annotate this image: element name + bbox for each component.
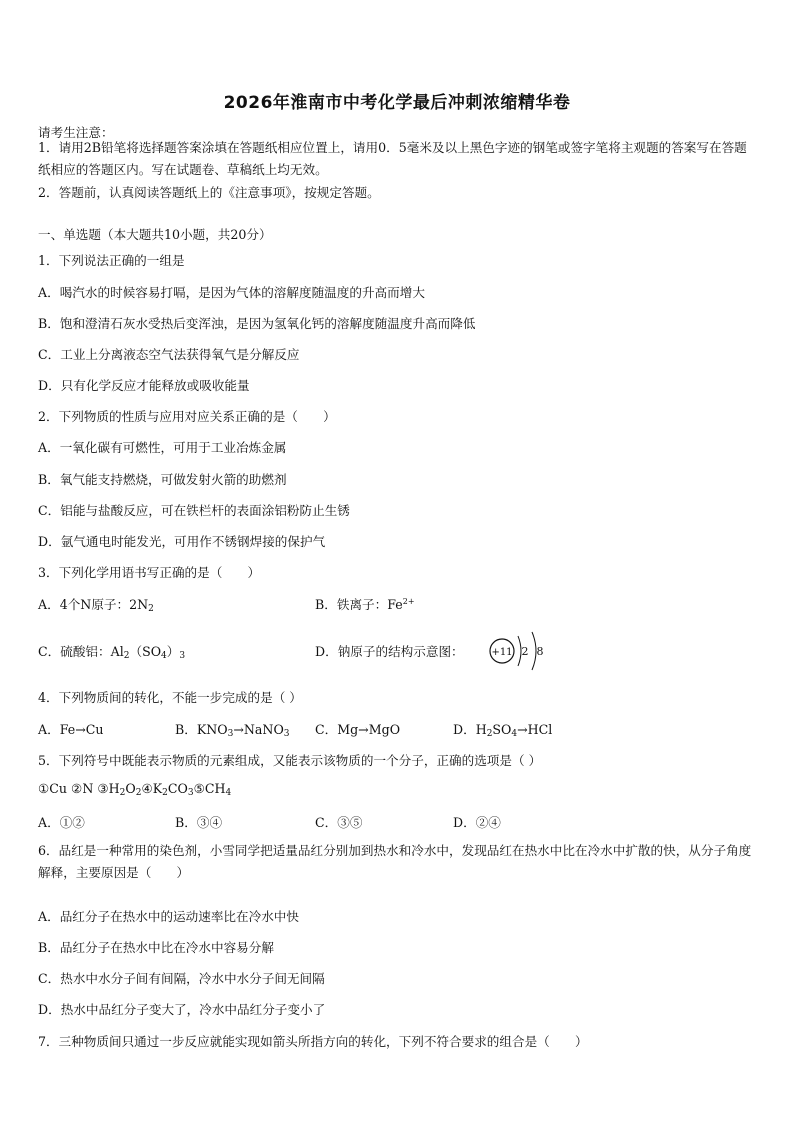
page-title: 2026年淮南市中考化学最后冲刺浓缩精华卷: [223, 93, 571, 113]
nucleus-charge: +11: [491, 647, 513, 658]
q1-option-c: C．工业上分离液态空气法获得氧气是分解反应: [38, 347, 300, 362]
shell-2-electrons: 8: [536, 645, 544, 658]
q3-option-b: B．铁离子：$Fe^{2+}$: [315, 597, 415, 612]
section-heading: 一、单选题（本大题共10小题，共20分）: [38, 227, 272, 242]
q1-option-d: D．只有化学反应才能释放或吸收能量: [38, 378, 250, 393]
q6-option-b: B．品红分子在热水中比在冷水中容易分解: [38, 940, 274, 955]
q5-stem: 5．下列符号中既能表示物质的元素组成，又能表示该物质的一个分子，正确的选项是（ ）: [38, 753, 542, 768]
notice-item-1: 1．请用2B铅笔将选择题答案涂填在答题纸相应位置上，请用0．5毫米及以上黑色字迹的钢笔或签字笔将主观题的答案写在答题纸相应的答题区内。写在试题卷、草稿纸上均无效。: [38, 140, 747, 177]
q2-option-d: D．氩气通电时能发光，可用作不锈钢焊接的保护气: [38, 534, 326, 549]
q3-option-a: A．4个N原子：$2N_2$: [38, 597, 154, 614]
q2-option-b: B．氧气能支持燃烧，可做发射火箭的助燃剂: [38, 472, 287, 487]
q2-option-a: A．一氧化碳有可燃性，可用于工业冶炼金属: [38, 440, 287, 455]
q7-stem: 7．三种物质间只通过一步反应就能实现如箭头所指方向的转化，下列不符合要求的组合是（ ）: [38, 1034, 588, 1049]
shell-arc-2: [532, 632, 536, 670]
q4-stem: 4．下列物质间的转化，不能一步完成的是（ ）: [38, 690, 302, 705]
q5-option-a: A．①②: [38, 815, 85, 830]
q3-option-d: D．钠原子的结构示意图：: [315, 644, 464, 659]
q2-stem: 2．下列物质的性质与应用对应关系正确的是（ ）: [38, 409, 336, 424]
q2-option-c: C．铝能与盐酸反应，可在铁栏杆的表面涂铝粉防止生锈: [38, 503, 350, 518]
q6-stem: 6．品红是一种常用的染色剂，小雪同学把适量品红分别加到热水和冷水中，发现品红在热水中比在冷水中扩散的快，从分子角度解释，主要原因是（ ）: [38, 843, 752, 880]
notice-heading: 请考生注意：: [38, 125, 114, 140]
sodium-atom-diagram: [488, 628, 550, 674]
q5-option-c: C．③⑤: [315, 815, 363, 830]
q5-symbols: ①Cu ②N $③H_2O_2④K_2CO_3⑤CH_4$: [38, 781, 232, 798]
q4-option-c: C．Mg→MgO: [315, 722, 401, 737]
q6-option-d: D．热水中品红分子变大了，冷水中品红分子变小了: [38, 1002, 326, 1017]
q5-option-d: D．②④: [453, 815, 501, 830]
q6-option-c: C．热水中水分子间有间隔，冷水中水分子间无间隔: [38, 971, 325, 986]
q1-stem: 1．下列说法正确的一组是: [38, 253, 185, 268]
q6-option-a: A．品红分子在热水中的运动速率比在冷水中快: [38, 909, 299, 924]
q5-option-b: B．③④: [175, 815, 223, 830]
q4-option-b: B．$KNO_3\to NaNO_3$: [175, 722, 290, 739]
q1-option-a: A．喝汽水的时候容易打嗝，是因为气体的溶解度随温度的升高而增大: [38, 285, 425, 300]
q4-option-a: A．Fe→Cu: [38, 722, 104, 737]
notice-item-2: 2．答题前，认真阅读答题纸上的《注意事项》，按规定答题。: [38, 185, 380, 200]
q1-option-b: B．饱和澄清石灰水受热后变浑浊，是因为氢氧化钙的溶解度随温度升高而降低: [38, 316, 476, 331]
q3-option-c: C．硫酸铝：$Al_2(SO_4)_3$: [38, 644, 186, 661]
shell-1-electrons: 2: [521, 645, 529, 658]
q4-option-d: D．$H_2SO_4\to HCl$: [453, 722, 553, 739]
q3-stem: 3．下列化学用语书写正确的是（ ）: [38, 565, 261, 580]
